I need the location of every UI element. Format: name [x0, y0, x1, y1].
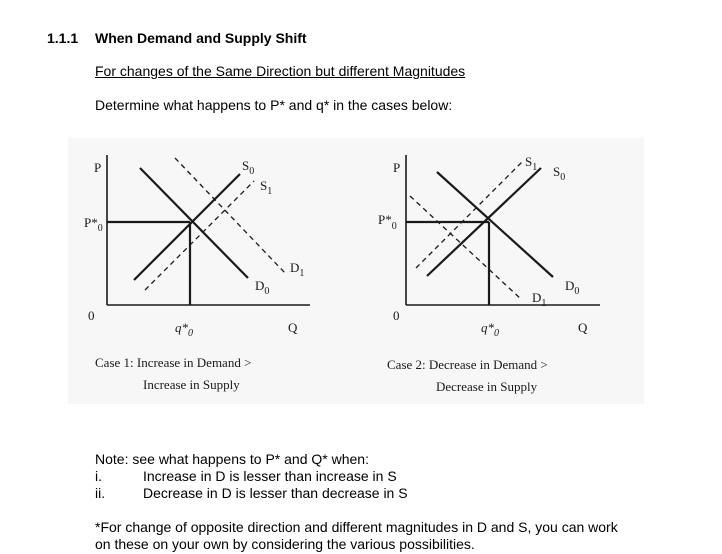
graph2-axis-p-label: P	[393, 160, 401, 175]
section-number: 1.1.1	[47, 30, 79, 46]
graph2-demand-d0	[437, 172, 553, 277]
footnote-line-2: on these on your own by considering the various possibilities.	[95, 536, 475, 552]
section-title: When Demand and Supply Shift	[95, 30, 307, 46]
graph1-origin-label: 0	[88, 308, 95, 323]
graph1-axis-p-label: P	[94, 160, 102, 175]
graph1-supply-s0	[134, 174, 240, 280]
section-subtitle: For changes of the Same Direction but different Magnitudes	[95, 63, 466, 79]
graph1-p-star-label: $P*_0$	[84, 215, 103, 234]
graph2-p-star-label: $P*_0$	[378, 212, 397, 232]
note-item-2-text: Decrease in D is lesser than decrease in S	[143, 485, 408, 501]
graph1-q-star-label: $q*_0$	[175, 320, 193, 339]
graph1-d1-label: $D_1$	[290, 260, 305, 279]
graph1-caption-line1: Case 1: Increase in Demand >	[95, 355, 252, 370]
graph2-origin-label: 0	[393, 308, 400, 323]
graph2-q-star-label: $q*_0$	[481, 320, 499, 339]
graph2-caption-line1: Case 2: Decrease in Demand >	[387, 357, 548, 372]
note-item-2-marker: ii.	[95, 485, 106, 501]
graph2-axis-q-label: Q	[578, 320, 588, 335]
graph2-caption-line2: Decrease in Supply	[436, 379, 538, 394]
graph2-d0-label: $D_0$	[565, 278, 580, 297]
graph1-axis-q-label: Q	[288, 320, 298, 335]
graph1-s0-label: $S_0$	[242, 158, 255, 177]
graph1-supply-s1	[145, 181, 254, 290]
graph1-demand-d1	[175, 158, 286, 274]
graph1-d0-label: $D_0$	[255, 278, 270, 297]
graph2-d1-label: $D_1$	[532, 290, 547, 309]
graph1-caption-line2: Increase in Supply	[143, 377, 240, 392]
note-item-1-marker: i.	[95, 468, 102, 484]
note-intro: Note: see what happens to P* and Q* when:	[95, 451, 369, 467]
graph2-s0-label: $S_0$	[553, 164, 566, 183]
graph2-demand-d1	[410, 196, 522, 300]
graph2-s1-label: $S_1$	[525, 154, 538, 173]
graph1-s1-label: $S_1$	[260, 178, 273, 197]
footnote-line-1: *For change of opposite direction and different magnitudes in D and S, you can work	[95, 519, 618, 535]
graph2-supply-s1	[416, 162, 522, 268]
instruction-text: Determine what happens to P* and q* in the cases below:	[95, 97, 453, 113]
note-item-1-text: Increase in D is lesser than increase in S	[143, 468, 397, 484]
